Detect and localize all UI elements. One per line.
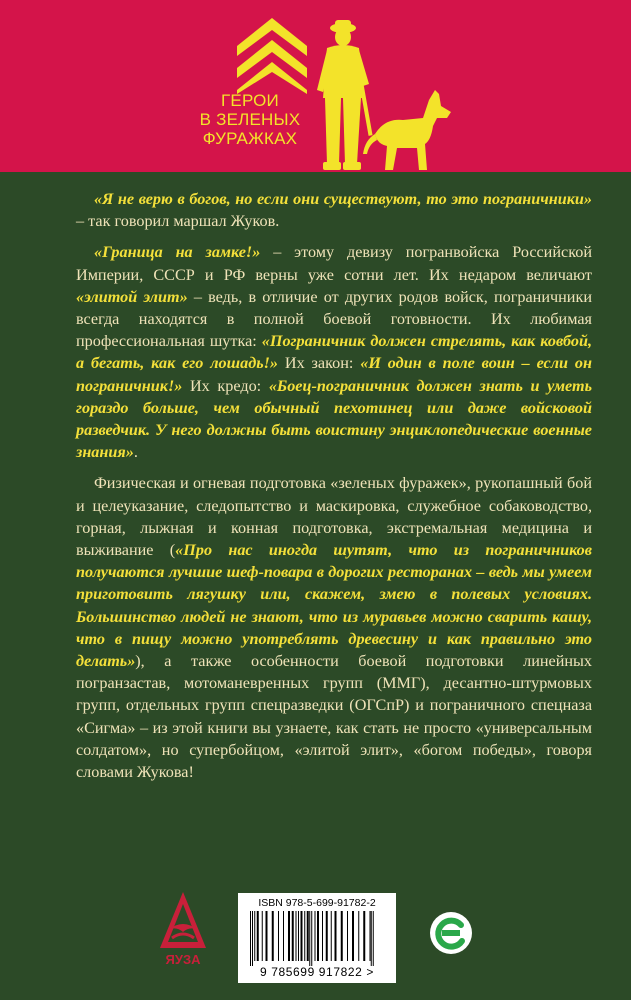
- back-cover-blurb: [76, 188, 592, 792]
- barcode-bar: [315, 911, 316, 961]
- barcode-bar: [331, 911, 332, 961]
- barcode-bar: [309, 911, 310, 966]
- blurb-text: – ведь, в отличие от других родов войск, пограничники всегда находятся в полной боевой готовности. Их любимая профессиональная шутка:: [76, 287, 592, 351]
- eksmo-logo-icon: [428, 910, 474, 956]
- barcode-bar: [272, 911, 274, 961]
- barcode-bar: [298, 911, 299, 961]
- series-title: [190, 91, 310, 148]
- publisher-name: ЯУЗА: [165, 952, 201, 967]
- series-title-line-2: В ЗЕЛЕНЫХ: [199, 110, 301, 129]
- barcode-bar: [335, 911, 337, 961]
- barcode-bar: [322, 911, 323, 961]
- barcode-bar: [370, 911, 371, 961]
- barcode-bar: [363, 911, 365, 961]
- barcode-bar: [283, 911, 284, 961]
- joke-quote: «Пограничник должен стрелять, как ковбой, а бегать, как его лошадь!»: [76, 332, 592, 373]
- barcode-icon: [248, 911, 386, 966]
- barcode-bar: [262, 911, 263, 961]
- quote-attribution: – так говорил маршал Жуков.: [76, 212, 280, 231]
- barcode-bar: [250, 911, 251, 966]
- barcode-bar: [352, 911, 354, 961]
- barcode-bar: [252, 911, 253, 966]
- blurb-paragraph-3: [76, 472, 592, 783]
- zhukov-quote: «Я не верю в богов, но если они существуют, то это пограничники»: [94, 190, 592, 208]
- blurb-text: Физическая и огневая подготовка «зеленых фуражек», рукопашный бой и целеуказание, следопытство и маскировка, служебное собаководство, горная, лыжная и конная подготовка, экстремальная медицина и выживание (: [76, 474, 592, 560]
- elite-quote: «элитой элит»: [76, 287, 188, 306]
- barcode-bar: [304, 911, 305, 961]
- barcode-bar: [301, 911, 303, 961]
- barcode-block: [238, 893, 396, 983]
- barcode-bar: [254, 911, 255, 961]
- yauza-publisher-logo: [152, 890, 214, 970]
- blurb-text: Их кредо:: [182, 376, 269, 395]
- barcode-bar: [358, 911, 359, 961]
- isbn-label: ISBN 978-5-699-91782-2: [258, 897, 376, 909]
- blurb-text: Их закон:: [278, 354, 361, 373]
- blurb-paragraph-2: [76, 241, 592, 463]
- barcode-bar: [326, 911, 328, 961]
- law-quote: «И один в поле воин – если он пограничник!»: [76, 354, 592, 395]
- credo-quote: «Боец-пограничник должен знать и уметь гораздо больше, чем обычный пехотинец или даже войсковой разведчик. У него должны быть воистину энциклопедические военные знания»: [76, 376, 593, 462]
- barcode-bar: [373, 911, 374, 966]
- barcode-bar: [371, 911, 372, 966]
- blurb-text: ), а также особенности боевой подготовки линейных погранзастав, мотоманевренных групп (ММГ), десантно-штурмовых групп, отдельных групп спецразведки (ОГСпР) и пограничного спецназа «Сигма» – из этой книги вы узнаете, как стать не просто «универсальным солдатом», но супербойцом, «элитой элит», «богом победы», говоря словами Жукова!: [76, 652, 592, 782]
- barcode-bar: [266, 911, 268, 961]
- motto-quote: «Граница на замке!»: [94, 243, 261, 262]
- barcode-bar: [296, 911, 297, 961]
- barcode-bar: [307, 911, 309, 961]
- barcode-bar: [347, 911, 348, 961]
- barcode-bar: [341, 911, 343, 961]
- ean-digits: 9 785699 917822 >: [260, 965, 374, 979]
- barcode-bar: [257, 911, 259, 961]
- barcode-bar: [278, 911, 279, 961]
- blurb-text: – этому девизу погранвойска Российской Империи, СССР и РФ верны уже сотни лет. Их недаром величают: [76, 243, 592, 284]
- blurb-text: .: [133, 443, 138, 462]
- soldier-with-dog-icon: [305, 14, 453, 172]
- barcode-bar: [292, 911, 294, 961]
- chef-quote: «Про нас иногда шутят, что из пограничников получаются лучшие шеф-повара в дорогих ресторанах – ведь мы умеем приготовить лягушку или, скажем, змею в полевых условиях. Большинство людей не знают, что из муравьев можно сварить кашу, что в пищу можно употреблять древесину и как правильно это делать»: [76, 541, 592, 671]
- series-title-line-3: ФУРАЖКАХ: [202, 129, 298, 148]
- barcode-bar: [317, 911, 319, 961]
- barcode-bar: [288, 911, 290, 961]
- series-title-line-1: ГЕРОИ: [221, 91, 279, 110]
- barcode-bar: [311, 911, 312, 966]
- blurb-paragraph-1: [76, 188, 592, 232]
